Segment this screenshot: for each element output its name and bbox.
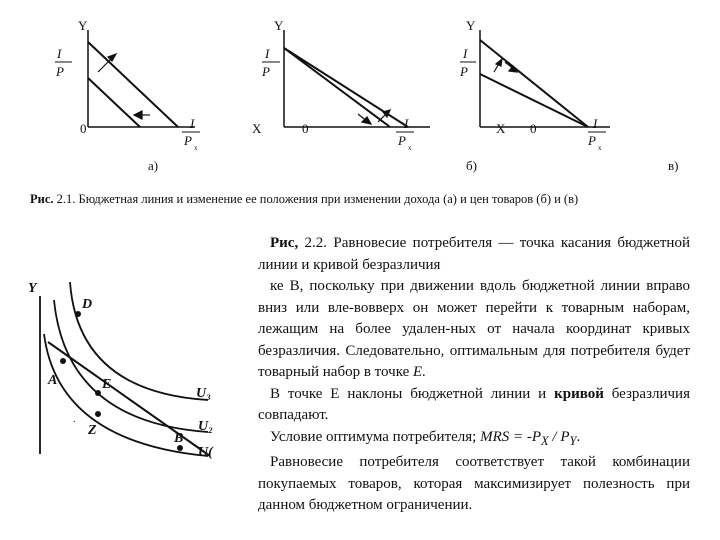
- svg-text:U₃: U₃: [196, 386, 211, 401]
- point-e: [95, 390, 101, 396]
- body-text: [258, 233, 690, 517]
- svg-text:x: x: [194, 144, 198, 152]
- svg-text:I: I: [265, 46, 270, 61]
- svg-text:0: 0: [530, 121, 537, 136]
- svg-text:U(: U(: [198, 445, 213, 460]
- svg-text:0: 0: [302, 121, 309, 136]
- figure-consumer-equilibrium: [18, 272, 218, 472]
- panel-b-y-label: Y: [274, 18, 284, 33]
- svg-text:0: 0: [80, 121, 87, 136]
- svg-text:P: P: [398, 133, 406, 148]
- panel-b-label: б): [466, 158, 477, 173]
- svg-text:x: x: [598, 144, 602, 152]
- figure-1-caption: Рис. 2.1. Бюджетная линия и изменение ее положения при изменении дохода (а) и цен товаров (б) и (в): [30, 192, 579, 206]
- paragraph-3: Условие оптимума потребителя; MRS = $-P_X / P_Y$.: [270, 428, 581, 448]
- svg-text:I: I: [190, 116, 195, 131]
- panel-a-label: а): [148, 158, 159, 173]
- svg-text:P: P: [460, 64, 468, 79]
- svg-text:I: I: [463, 46, 468, 61]
- svg-text:P: P: [588, 133, 596, 148]
- point-a: [60, 358, 66, 364]
- svg-text:U₂: U₂: [198, 419, 213, 434]
- svg-text:Y: Y: [28, 281, 37, 296]
- point-d: [75, 311, 81, 317]
- optimum-formula: MRS = $-P_X / P_Y$: [480, 428, 577, 448]
- svg-text:Z: Z: [88, 423, 97, 438]
- svg-text:P: P: [56, 64, 64, 79]
- svg-text:P: P: [262, 64, 270, 79]
- panel-c-budget-line-2: [480, 74, 588, 127]
- svg-text:A: A: [48, 373, 58, 388]
- panel-c-y-label: Y: [466, 18, 476, 33]
- panel-a-budget-line-2: [88, 78, 140, 127]
- svg-text:.: .: [73, 414, 76, 425]
- paragraph-4: Равновесие потребителя соответствует такой комбинации покупаемых товаров, которая максимизирует полезность при данном бюджетном ограничении.: [258, 454, 690, 513]
- svg-text:I: I: [57, 46, 62, 61]
- svg-text:X: X: [496, 121, 506, 136]
- svg-text:D: D: [82, 297, 93, 312]
- panel-a-budget-line-1: [88, 42, 178, 127]
- panel-c-budget-line-1: [480, 40, 588, 127]
- panel-a-y-label: Y: [78, 18, 88, 33]
- panel-c-label: в): [668, 158, 679, 173]
- svg-text:I: I: [593, 116, 598, 131]
- paragraph-2: В точке Е наклоны бюджетной линии и кривой безразличия совпадают.: [258, 385, 690, 423]
- svg-text:E: E: [102, 377, 112, 392]
- paragraph-1: ке В, поскольку при движении вдоль бюджетной линии вправо вниз или вле-вовверх он может перейти к товарным наборам, лежащим на более удален-ных от начала координат кривых безразличия. Следовательно, оптимальным для потребителя будет товарный набор в точке Е.: [258, 278, 690, 380]
- panel-b-budget-line-1: [284, 48, 390, 127]
- svg-text:X: X: [252, 121, 262, 136]
- panel-b-budget-line-2: [284, 48, 408, 127]
- point-z: [95, 411, 101, 417]
- svg-text:P: P: [184, 133, 192, 148]
- svg-text:I: I: [404, 116, 409, 131]
- figure-budget-line-panels: [0, 0, 720, 190]
- figure-2-caption: Рис, 2.2. Равновесие потребителя — точка касания бюджетной линии и кривой безразличия: [258, 235, 690, 273]
- svg-text:B: B: [174, 431, 184, 446]
- svg-text:x: x: [408, 144, 412, 152]
